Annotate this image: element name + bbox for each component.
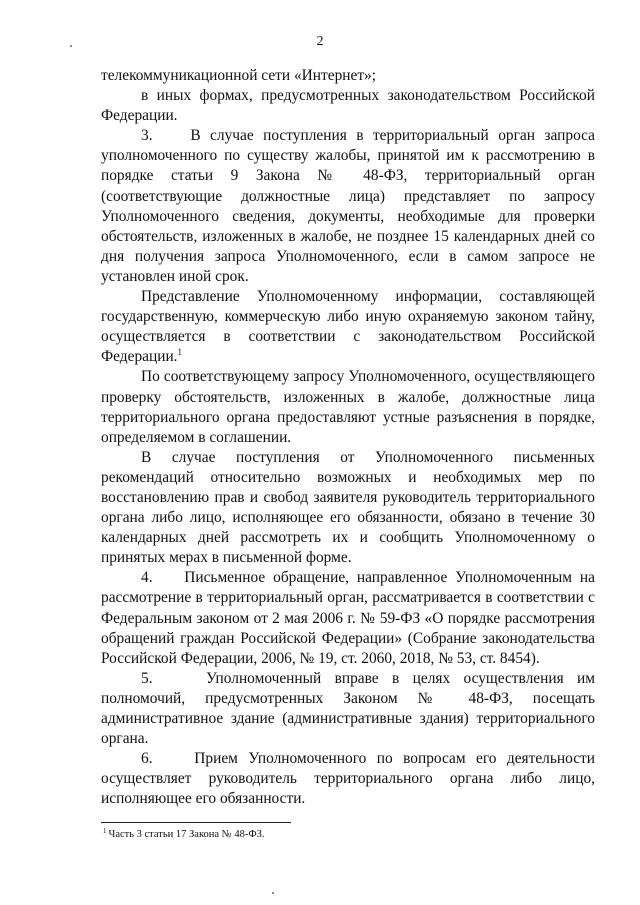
page-number: 2 xyxy=(316,34,324,49)
footnote-text: Часть 3 статьи 17 Закона № 48-ФЗ. xyxy=(108,829,265,840)
scan-artifact xyxy=(272,892,274,894)
paragraph-other-forms: в иных формах, предусмотренных законодательством Российской Федерации. xyxy=(101,87,595,125)
paragraph-written-recommendations: В случае поступления от Уполномоченного письменных рекомендаций относительно возможных и необходимых мер по восстановлению прав и свобод заявителя руководитель территориального органа либо лицо, исполняющее его обязанности, обязано в течение 30 календарных дней рассмотреть их и сообщить Уполномоченному о принятых мерах в письменной форме. xyxy=(101,448,595,567)
footnote-reference: 1 xyxy=(177,347,183,358)
paragraph-item-6: 6. Прием Уполномоченного по вопросам его деятельности осуществляет руководитель территориального органа либо лицо, исполняющее его обязанности. xyxy=(101,750,595,808)
paragraph-secret-information-text: Представление Уполномоченному информации, составляющей государственную, коммерческую либо иную охраняемую законом тайну, осуществляется в соответствии с законодательством Российской Федерации. xyxy=(101,288,595,366)
document-body xyxy=(101,66,595,809)
paragraph-item-3: 3. В случае поступления в территориальный орган запроса уполномоченного по существу жалобы, принятой им к рассмотрению в порядке статьи 9 Закона № 48-ФЗ, территориальный орган (соответствующие должностные лица) представляет по запросу Уполномоченного сведения, документы, необходимые для проверки обстоятельств, изложенных в жалобе, не позднее 15 календарных дней со дня получения запроса Уполномоченного, если в самом запросе не установлен иной срок. xyxy=(101,127,595,285)
paragraph-continuation: телекоммуникационной сети «Интернет»; xyxy=(101,67,377,84)
paragraph-secret-information xyxy=(101,287,595,367)
scan-artifact xyxy=(70,45,72,47)
paragraph-oral-explanations: По соответствующему запросу Уполномоченного, осуществляющего проверку обстоятельств, изложенных в жалобе, должностные лица территориального органа предоставляют устные разъяснения в порядке, определяемом в соглашении. xyxy=(101,368,595,446)
paragraph-item-4: 4. Письменное обращение, направленное Уполномоченным на рассмотрение в территориальный орган, рассматривается в соответствии с Федеральным законом от 2 мая 2006 г. № 59-ФЗ «О порядке рассмотрения обращений граждан Российской Федерации» (Собрание законодательства Российской Федерации, 2006, № 19, ст. 2060, 2018, № 53, ст. 8454). xyxy=(101,569,595,667)
footnote-divider xyxy=(101,822,291,823)
paragraph-item-5: 5. Уполномоченный вправе в целях осуществления им полномочий, предусмотренных Законом № 48-ФЗ, посещать административное здание (административные здания) территориального органа. xyxy=(101,669,595,748)
footnote-mark: 1 xyxy=(103,826,107,835)
footnote xyxy=(103,828,265,841)
